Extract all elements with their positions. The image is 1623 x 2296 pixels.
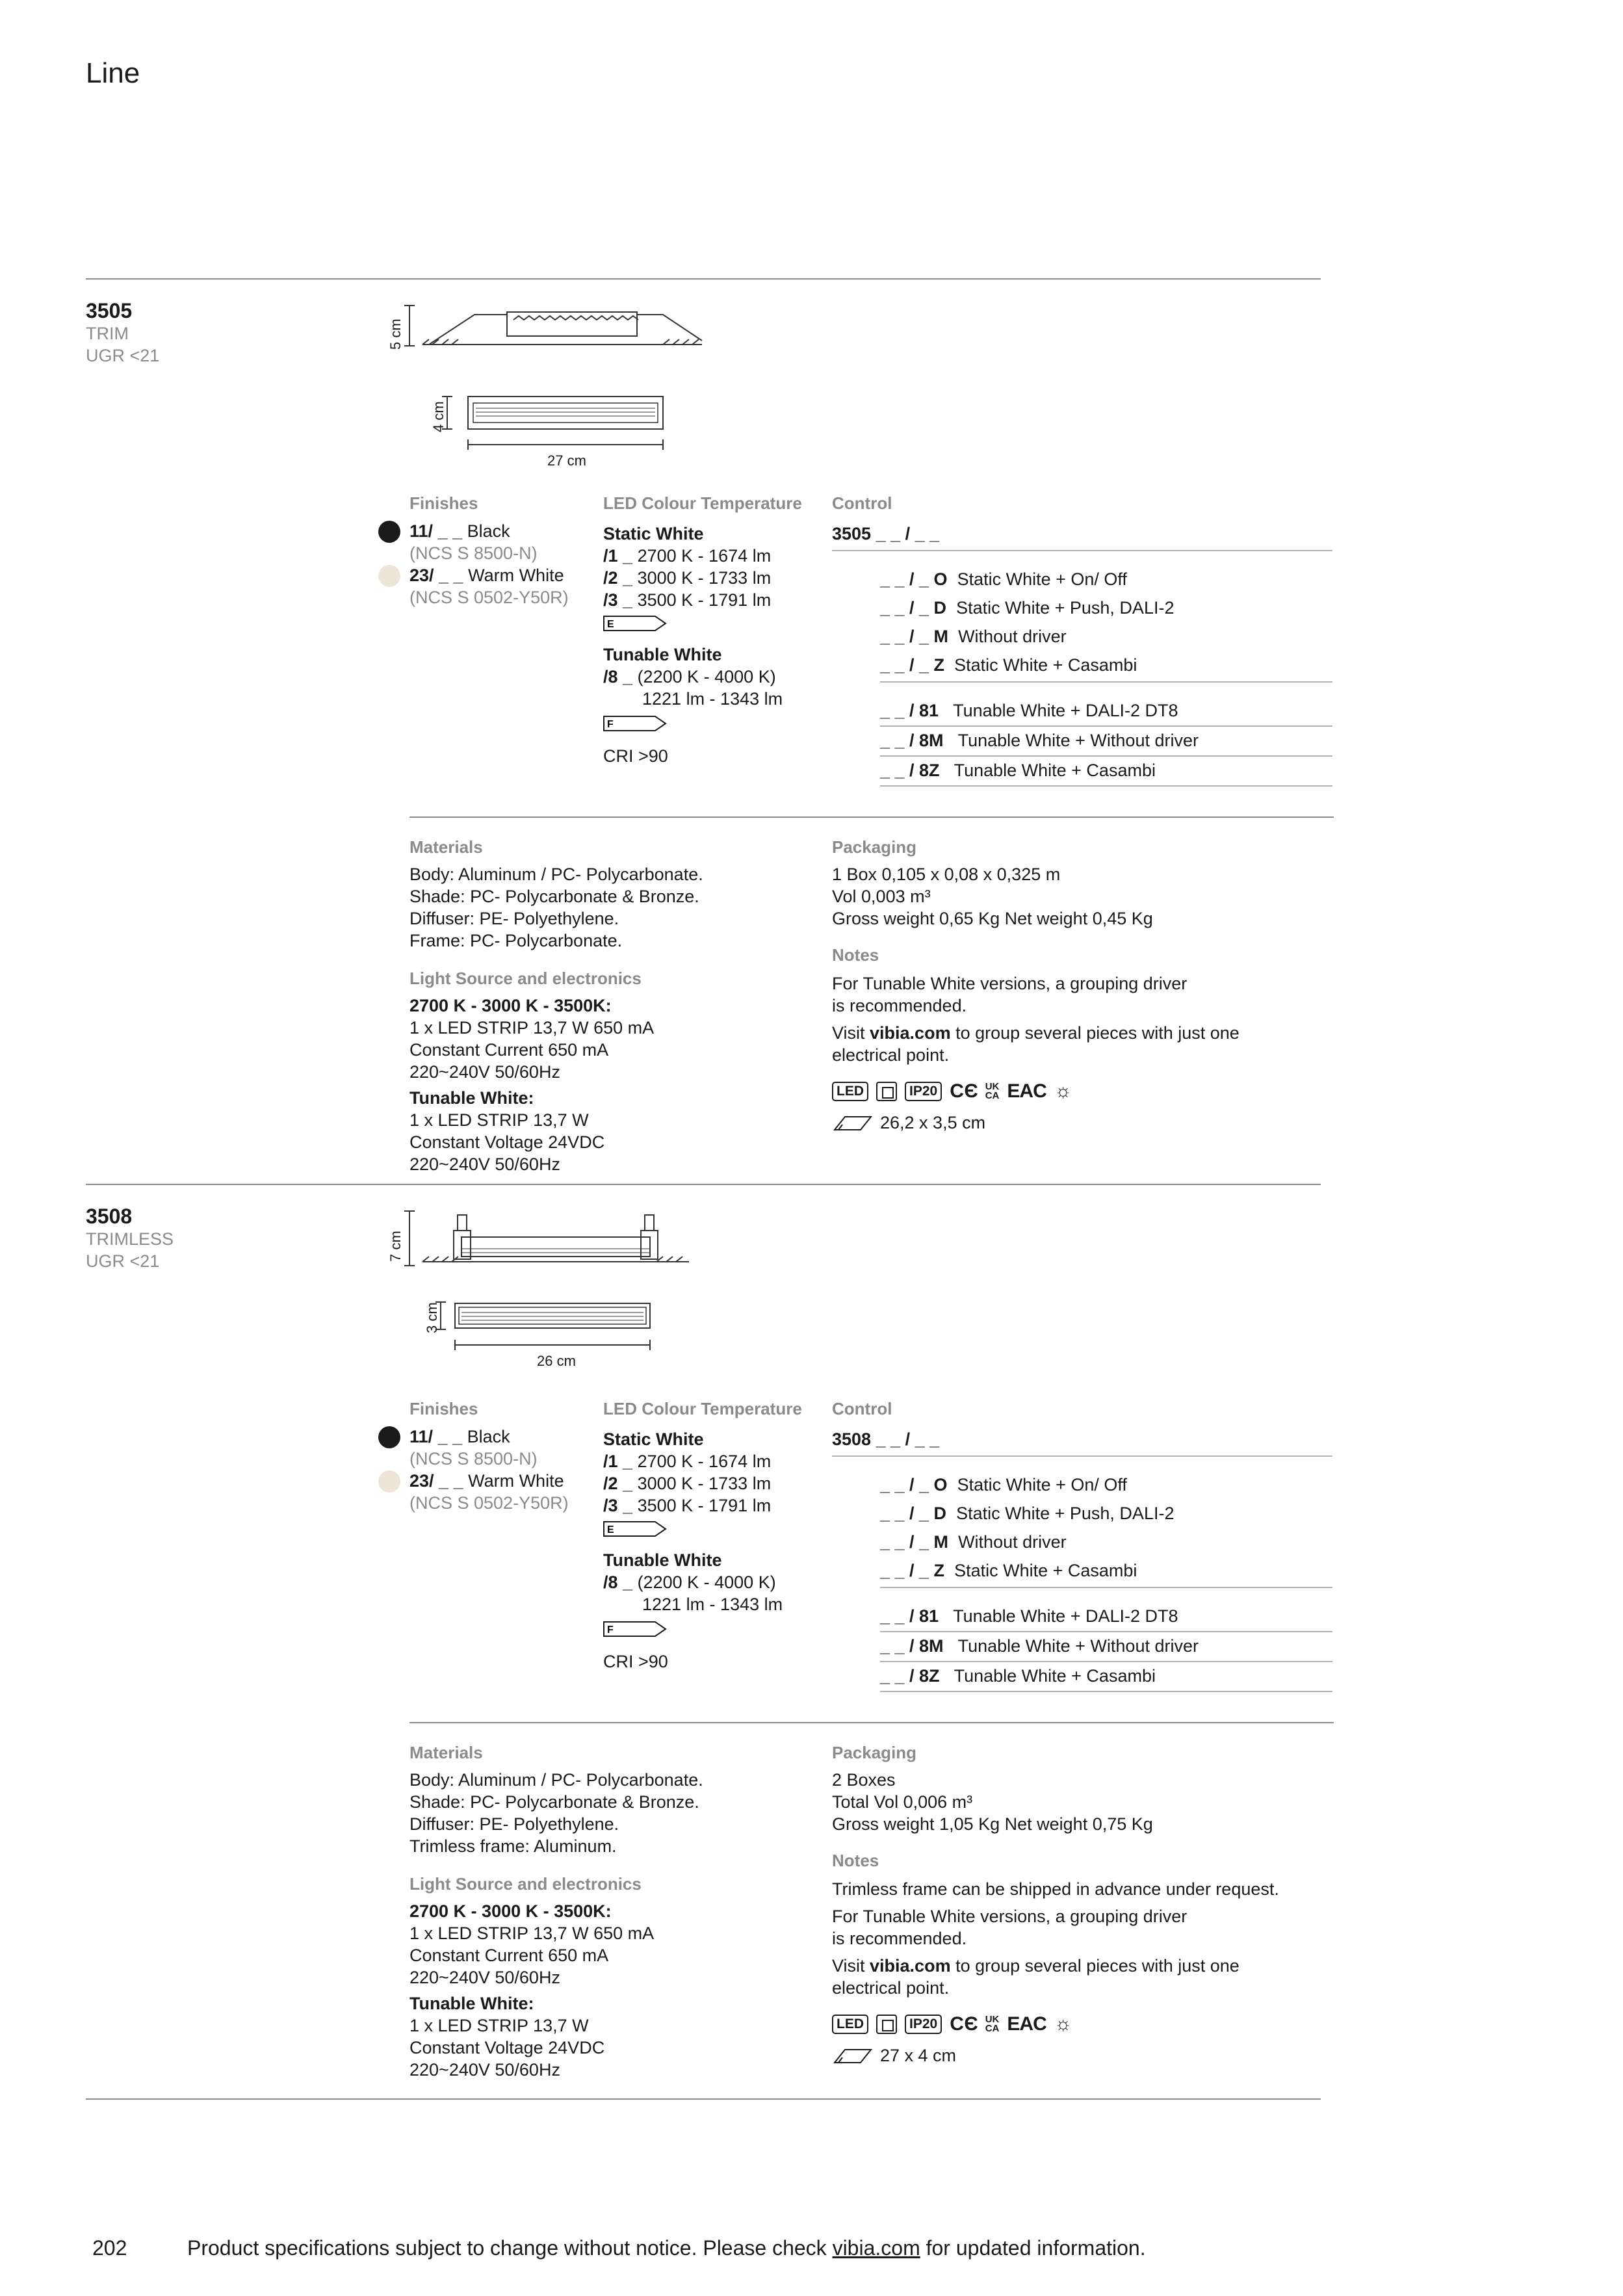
control-divider: [880, 725, 1332, 727]
control-option: _ _ / _ Z Static White + Casambi: [880, 655, 1137, 675]
cutout-icon: [832, 1113, 874, 1132]
note-line: is recommended.: [832, 1929, 967, 1948]
finish-swatch[interactable]: [378, 1470, 400, 1493]
control-option: _ _ / 8M Tunable White + Without driver: [880, 1636, 1199, 1656]
light-tunable-line: Constant Voltage 24VDC: [409, 1132, 605, 1152]
control-option: _ _ / _ D Static White + Push, DALI-2: [880, 598, 1175, 618]
material-line: Frame: PC- Polycarbonate.: [409, 931, 623, 950]
footer-text-end: for updated information.: [920, 2236, 1146, 2260]
static-option: /1 _ 2700 K - 1674 lm: [603, 1452, 772, 1471]
control-option: _ _ / 81 Tunable White + DALI-2 DT8: [880, 701, 1178, 720]
class-ii-icon: [876, 1082, 897, 1101]
tunable-white-label: Tunable White: [603, 645, 722, 664]
vibia-link[interactable]: vibia.com: [870, 1956, 951, 1976]
svg-text:F: F: [607, 719, 614, 730]
tunable-option: /8 _ (2200 K - 4000 K): [603, 1572, 776, 1592]
static-white-label: Static White: [603, 524, 704, 543]
control-option: _ _ / 8Z Tunable White + Casambi: [880, 1666, 1156, 1686]
light-source-label: Light Source and electronics: [409, 969, 642, 988]
section-divider: [86, 2098, 1321, 2100]
note-line: For Tunable White versions, a grouping driver: [832, 1907, 1188, 1926]
control-divider: [880, 1587, 1332, 1588]
cutout-icon: [832, 2046, 874, 2065]
eac-mark-icon: EAC: [1007, 2013, 1046, 2035]
note-visit-line2: electrical point.: [832, 1045, 950, 1065]
cutout-size: 27 x 4 cm: [880, 2046, 957, 2065]
control-divider: [880, 1691, 1332, 1692]
packaging-label: Packaging: [832, 837, 917, 857]
packaging-line: Vol 0,003 m³: [832, 887, 931, 906]
note-visit: Visit vibia.com to group several pieces with just one: [832, 1023, 1240, 1043]
static-white-label: Static White: [603, 1429, 704, 1449]
led-badge: LED: [832, 2015, 868, 2034]
ip-badge: IP20: [905, 1082, 942, 1101]
light-tunable-head: Tunable White:: [409, 1994, 534, 2013]
dim-length: 27 cm: [547, 452, 586, 469]
energy-label-tunable: [603, 715, 668, 732]
finish-ncs: (NCS S 8500-N): [409, 543, 538, 563]
svg-text:E: E: [607, 1524, 614, 1535]
section-divider: [409, 1722, 1334, 1723]
packaging-label: Packaging: [832, 1743, 917, 1762]
note-visit: Visit vibia.com to group several pieces with just one: [832, 1956, 1240, 1976]
material-line: Trimless frame: Aluminum.: [409, 1836, 617, 1856]
finish-name: 11/ _ _ Black: [409, 521, 510, 541]
finish-swatch[interactable]: [378, 521, 400, 543]
eac-mark-icon: EAC: [1007, 1080, 1046, 1102]
product-ugr: UGR <21: [86, 346, 160, 365]
note-line: For Tunable White versions, a grouping driver: [832, 974, 1188, 993]
control-option: _ _ / _ O Static White + On/ Off: [880, 1475, 1127, 1494]
static-option: /3 _ 3500 K - 1791 lm: [603, 590, 772, 610]
finish-ncs: (NCS S 8500-N): [409, 1449, 538, 1468]
product-drawing: [377, 300, 715, 463]
ukca-mark-icon: UK CA: [985, 2014, 1000, 2034]
product-drawing: [377, 1206, 715, 1368]
class-ii-icon: [876, 2015, 897, 2034]
product-code: 3508: [86, 1205, 133, 1228]
svg-text:F: F: [607, 1624, 614, 1636]
tunable-option: /8 _ (2200 K - 4000 K): [603, 667, 776, 686]
control-option: _ _ / _ D Static White + Push, DALI-2: [880, 1504, 1175, 1523]
light-tunable-line: 220~240V 50/60Hz: [409, 1155, 560, 1174]
ip-badge: IP20: [905, 2015, 942, 2034]
packaging-line: 1 Box 0,105 x 0,08 x 0,325 m: [832, 865, 1061, 884]
materials-label: Materials: [409, 1743, 483, 1762]
control-option: _ _ / 8Z Tunable White + Casambi: [880, 761, 1156, 780]
light-static-line: 220~240V 50/60Hz: [409, 1062, 560, 1082]
tunable-lumens: 1221 lm - 1343 lm: [642, 1595, 783, 1614]
material-line: Shade: PC- Polycarbonate & Bronze.: [409, 1792, 699, 1812]
svg-text:E: E: [607, 619, 614, 630]
light-tunable-head: Tunable White:: [409, 1088, 534, 1108]
product-code: 3505: [86, 299, 133, 322]
ccc-mark-icon: ☼: [1054, 1080, 1072, 1102]
ce-mark-icon: C Є: [950, 2013, 978, 2035]
note-line: is recommended.: [832, 996, 967, 1015]
control-option: _ _ / 8M Tunable White + Without driver: [880, 731, 1199, 750]
cri-value: CRI >90: [603, 1652, 668, 1671]
section-divider: [86, 278, 1321, 280]
control-divider: [832, 550, 1332, 551]
finish-name: 23/ _ _ Warm White: [409, 1471, 564, 1491]
light-tunable-line: 1 x LED STRIP 13,7 W: [409, 1110, 589, 1130]
material-line: Body: Aluminum / PC- Polycarbonate.: [409, 1770, 703, 1790]
ccc-mark-icon: ☼: [1054, 2013, 1072, 2035]
led-badge: LED: [832, 1082, 868, 1101]
control-code: 3505 _ _ / _ _: [832, 524, 940, 543]
dim-height: 5 cm: [387, 319, 404, 350]
light-static-line: Constant Current 650 mA: [409, 1040, 609, 1060]
led-temp-label: LED Colour Temperature: [603, 493, 802, 513]
control-divider: [880, 755, 1332, 757]
packaging-line: Gross weight 0,65 Kg Net weight 0,45 Kg: [832, 909, 1153, 928]
page-title: Line: [86, 57, 140, 89]
light-static-head: 2700 K - 3000 K - 3500K:: [409, 1901, 612, 1921]
control-divider: [880, 1631, 1332, 1632]
control-divider: [832, 1455, 1332, 1457]
static-option: /1 _ 2700 K - 1674 lm: [603, 546, 772, 566]
control-divider: [880, 1661, 1332, 1662]
vibia-link[interactable]: vibia.com: [870, 1023, 951, 1043]
product-ugr: UGR <21: [86, 1251, 160, 1271]
materials-label: Materials: [409, 837, 483, 857]
light-source-label: Light Source and electronics: [409, 1874, 642, 1894]
note-visit-line2: electrical point.: [832, 1978, 950, 1998]
dim-height: 7 cm: [387, 1231, 404, 1262]
energy-label-tunable: [603, 1621, 668, 1637]
section-divider: [409, 816, 1334, 818]
packaging-line: Gross weight 1,05 Kg Net weight 0,75 Kg: [832, 1814, 1153, 1834]
finish-swatch[interactable]: [378, 565, 400, 587]
dim-length: 26 cm: [537, 1353, 576, 1369]
light-static-head: 2700 K - 3000 K - 3500K:: [409, 996, 612, 1015]
energy-label-static: [603, 1520, 668, 1537]
material-line: Diffuser: PE- Polyethylene.: [409, 1814, 619, 1834]
finish-ncs: (NCS S 0502-Y50R): [409, 588, 569, 607]
finishes-label: Finishes: [409, 1399, 478, 1418]
cri-value: CRI >90: [603, 746, 668, 766]
control-label: Control: [832, 493, 892, 513]
dim-width: 3 cm: [424, 1302, 440, 1333]
tunable-lumens: 1221 lm - 1343 lm: [642, 689, 783, 709]
notes-label: Notes: [832, 945, 879, 965]
tunable-white-label: Tunable White: [603, 1550, 722, 1570]
finishes-label: Finishes: [409, 493, 478, 513]
light-tunable-line: 1 x LED STRIP 13,7 W: [409, 2016, 589, 2035]
footer-link[interactable]: vibia.com: [832, 2236, 920, 2260]
material-line: Shade: PC- Polycarbonate & Bronze.: [409, 887, 699, 906]
packaging-line: 2 Boxes: [832, 1770, 896, 1790]
footer-text: Product specifications subject to change without notice. Please check: [187, 2236, 833, 2260]
light-tunable-line: 220~240V 50/60Hz: [409, 2060, 560, 2080]
control-label: Control: [832, 1399, 892, 1418]
material-line: Body: Aluminum / PC- Polycarbonate.: [409, 865, 703, 884]
static-option: /2 _ 3000 K - 1733 lm: [603, 568, 772, 588]
footer-note: [187, 2236, 1146, 2260]
light-static-line: 1 x LED STRIP 13,7 W 650 mA: [409, 1018, 655, 1037]
control-code: 3508 _ _ / _ _: [832, 1429, 940, 1449]
control-option: _ _ / 81 Tunable White + DALI-2 DT8: [880, 1606, 1178, 1626]
dim-width: 4 cm: [430, 401, 447, 432]
notes-label: Notes: [832, 1851, 879, 1870]
control-option: _ _ / _ M Without driver: [880, 627, 1067, 646]
cutout-size: 26,2 x 3,5 cm: [880, 1113, 986, 1132]
static-option: /3 _ 3500 K - 1791 lm: [603, 1496, 772, 1515]
light-static-line: 220~240V 50/60Hz: [409, 1968, 560, 1987]
ukca-mark-icon: UK CA: [985, 1081, 1000, 1101]
certification-badges: [832, 1080, 1079, 1102]
finish-swatch[interactable]: [378, 1426, 400, 1448]
finish-name: 11/ _ _ Black: [409, 1427, 510, 1446]
certification-badges: [832, 2013, 1079, 2035]
light-static-line: 1 x LED STRIP 13,7 W 650 mA: [409, 1924, 655, 1943]
control-option: _ _ / _ M Without driver: [880, 1532, 1067, 1552]
finish-name: 23/ _ _ Warm White: [409, 566, 564, 585]
finish-ncs: (NCS S 0502-Y50R): [409, 1493, 569, 1513]
note-line: Trimless frame can be shipped in advance under request.: [832, 1879, 1279, 1899]
product-type: TRIM: [86, 324, 129, 343]
control-divider: [880, 681, 1332, 683]
packaging-line: Total Vol 0,006 m³: [832, 1792, 973, 1812]
light-static-line: Constant Current 650 mA: [409, 1946, 609, 1965]
led-temp-label: LED Colour Temperature: [603, 1399, 802, 1418]
page-number: 202: [92, 2236, 127, 2260]
control-option: _ _ / _ O Static White + On/ Off: [880, 569, 1127, 589]
energy-label-static: [603, 615, 668, 632]
section-divider: [86, 1184, 1321, 1185]
light-tunable-line: Constant Voltage 24VDC: [409, 2038, 605, 2057]
control-option: _ _ / _ Z Static White + Casambi: [880, 1561, 1137, 1580]
material-line: Diffuser: PE- Polyethylene.: [409, 909, 619, 928]
static-option: /2 _ 3000 K - 1733 lm: [603, 1474, 772, 1493]
ce-mark-icon: C Є: [950, 1080, 978, 1102]
control-divider: [880, 785, 1332, 787]
product-type: TRIMLESS: [86, 1229, 174, 1249]
